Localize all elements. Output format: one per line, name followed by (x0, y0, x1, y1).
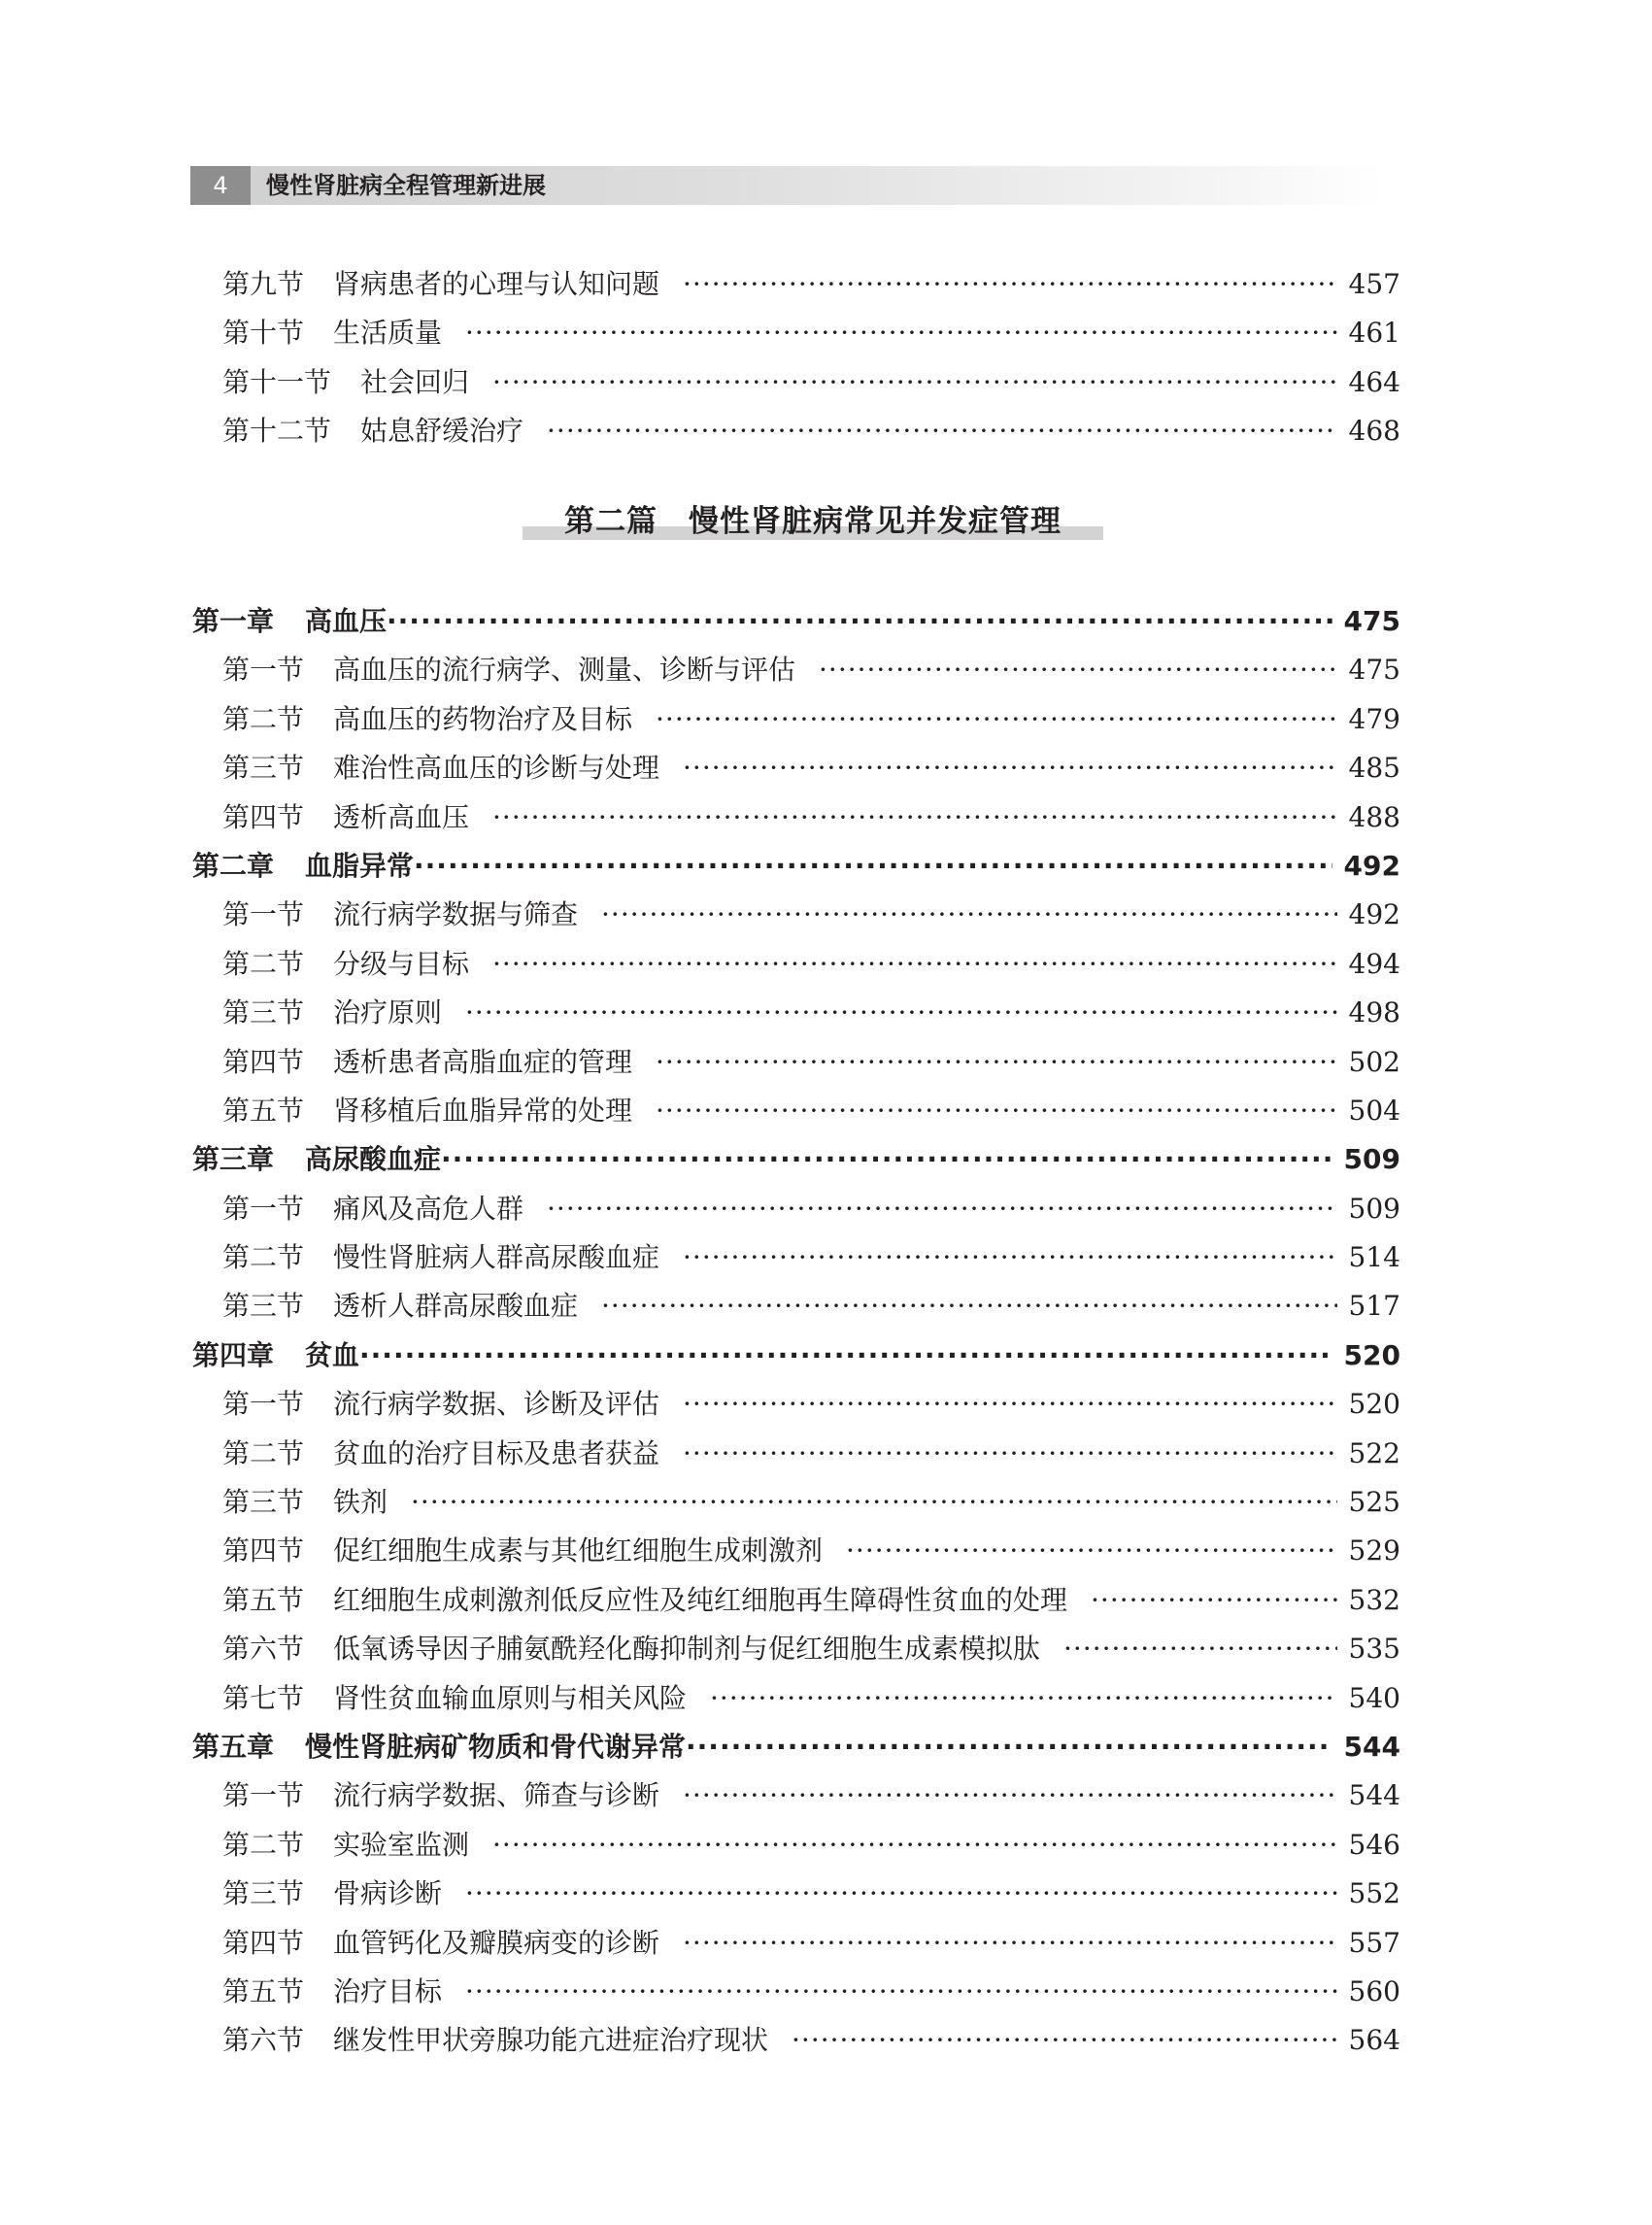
toc-section-entry[interactable] (222, 1919, 1400, 1968)
entry-title: 血管钙化及瓣膜病变的诊断 (333, 1926, 660, 1959)
entry-number: 第九节 (222, 268, 305, 300)
toc-section-entry[interactable] (222, 793, 1400, 842)
dot-leader (710, 1674, 1337, 1723)
entry-title: 红细胞生成刺激剂低反应性及纯红细胞再生障碍性贫血的处理 (333, 1583, 1068, 1616)
toc-section-entry[interactable] (222, 744, 1400, 792)
entry-number: 第五节 (222, 1583, 305, 1616)
dot-leader (683, 1919, 1337, 1968)
toc-section-entry[interactable] (222, 1038, 1400, 1087)
dot-leader (683, 744, 1337, 792)
dot-leader (683, 1771, 1337, 1820)
dot-leader (465, 1870, 1337, 1918)
toc-section-entry[interactable] (222, 1478, 1400, 1527)
entry-page-number: 525 (1348, 1486, 1400, 1519)
entry-page-number: 517 (1348, 1290, 1400, 1323)
entry-title: 透析高血压 (333, 800, 470, 833)
entry-number: 第六节 (222, 2024, 305, 2057)
entry-title: 慢性肾脏病矿物质和骨代谢异常 (305, 1730, 687, 1763)
entry-number: 第三节 (222, 1290, 305, 1323)
entry-page-number: 546 (1348, 1828, 1400, 1861)
entry-number: 第一节 (222, 654, 305, 687)
page-number: 4 (190, 166, 251, 205)
entry-number: 第二节 (222, 1828, 305, 1861)
entry-page-number: 502 (1348, 1045, 1400, 1078)
entry-page-number: 557 (1348, 1926, 1400, 1959)
dot-leader (492, 793, 1337, 842)
entry-title: 社会回归 (360, 365, 470, 398)
entry-title: 肾性贫血输血原则与相关风险 (333, 1681, 688, 1714)
part-heading (523, 495, 1103, 540)
entry-page-number: 552 (1348, 1877, 1400, 1910)
entry-number: 第二节 (222, 947, 305, 980)
entry-page-number: 532 (1348, 1583, 1400, 1616)
entry-title: 分级与目标 (333, 947, 470, 980)
entry-number: 第一节 (222, 1388, 305, 1421)
entry-title: 高血压的流行病学、测量、诊断与评估 (333, 654, 796, 687)
entry-page-number: 535 (1348, 1633, 1400, 1666)
entry-title: 高尿酸血症 (305, 1143, 442, 1176)
entry-title: 促红细胞生成素与其他红细胞生成刺激剂 (333, 1534, 824, 1568)
entry-number: 第三节 (222, 1486, 305, 1519)
entry-title: 铁剂 (333, 1486, 388, 1519)
entry-number: 第二章 (192, 849, 275, 882)
entry-number: 第七节 (222, 1681, 305, 1714)
dot-leader (465, 1968, 1337, 2016)
entry-title: 继发性甲状旁腺功能亢进症治疗现状 (333, 2024, 769, 2057)
entry-page-number: 540 (1348, 1681, 1400, 1714)
toc-section-entry[interactable] (222, 940, 1400, 989)
dot-leader (601, 1282, 1337, 1331)
toc-chapter-entry[interactable] (192, 842, 1400, 891)
entry-title: 姑息舒缓治疗 (360, 415, 524, 448)
toc-section-entry[interactable] (222, 1380, 1400, 1429)
dot-leader (656, 1087, 1337, 1135)
dot-leader (1063, 1625, 1337, 1673)
toc-section-entry[interactable] (222, 1185, 1400, 1233)
entry-title: 流行病学数据与筛查 (333, 898, 579, 931)
entry-number: 第一节 (222, 1192, 305, 1225)
dot-leader (465, 309, 1337, 357)
entry-title: 透析人群高尿酸血症 (333, 1290, 579, 1323)
entry-title: 肾移植后血脂异常的处理 (333, 1094, 633, 1127)
entry-number: 第四节 (222, 1534, 305, 1568)
dot-leader (411, 1478, 1337, 1527)
entry-title: 实验室监测 (333, 1828, 470, 1861)
dot-leader (492, 940, 1337, 989)
entry-page-number: 494 (1348, 947, 1400, 980)
toc-section-entry[interactable] (222, 891, 1400, 939)
entry-page-number: 544 (1348, 1779, 1400, 1812)
toc-section-entry[interactable] (222, 260, 1400, 309)
entry-page-number: 475 (1348, 654, 1400, 687)
entry-page-number: 514 (1348, 1241, 1400, 1274)
entry-title: 贫血 (305, 1338, 360, 1371)
entry-number: 第二节 (222, 1241, 305, 1274)
entry-page-number: 468 (1348, 415, 1400, 448)
toc-section-entry[interactable] (222, 1527, 1400, 1575)
entry-title: 骨病诊断 (333, 1877, 443, 1910)
entry-number: 第三章 (192, 1143, 275, 1176)
entry-page-number: 492 (1348, 898, 1400, 931)
dot-leader (414, 842, 1332, 891)
entry-page-number: 461 (1348, 317, 1400, 350)
entry-number: 第三节 (222, 752, 305, 785)
entry-title: 治疗原则 (333, 996, 443, 1029)
dot-leader (465, 989, 1337, 1037)
dot-leader (601, 891, 1337, 939)
entry-number: 第四节 (222, 1926, 305, 1959)
toc-section-entry[interactable] (222, 646, 1400, 694)
dot-leader (359, 1332, 1332, 1380)
dot-leader (547, 1185, 1337, 1233)
toc-section-entry[interactable] (222, 358, 1400, 407)
entry-page-number: 492 (1343, 849, 1400, 882)
toc-section-entry[interactable] (222, 1282, 1400, 1331)
dot-leader (492, 358, 1337, 407)
toc-section-entry[interactable] (222, 2016, 1400, 2065)
dot-leader (441, 1135, 1332, 1184)
toc-section-entry[interactable] (222, 1771, 1400, 1820)
entry-number: 第一节 (222, 898, 305, 931)
entry-number: 第四章 (192, 1338, 275, 1371)
book-title: 慢性肾脏病全程管理新进展 (266, 172, 546, 199)
toc-section-entry[interactable] (222, 1233, 1400, 1282)
entry-title: 低氧诱导因子脯氨酰羟化酶抑制剂与促红细胞生成素模拟肽 (333, 1633, 1041, 1666)
entry-number: 第六节 (222, 1633, 305, 1666)
entry-page-number: 498 (1348, 996, 1400, 1029)
dot-leader (819, 646, 1337, 694)
entry-title: 流行病学数据、诊断及评估 (333, 1388, 660, 1421)
entry-page-number: 509 (1343, 1143, 1400, 1176)
entry-title: 透析患者高脂血症的管理 (333, 1045, 633, 1078)
entry-number: 第四节 (222, 1045, 305, 1078)
entry-number: 第三节 (222, 996, 305, 1029)
entry-number: 第一节 (222, 1779, 305, 1812)
toc-section-entry[interactable] (222, 1674, 1400, 1723)
toc-continued-list (0, 260, 1652, 456)
dot-leader (683, 1430, 1337, 1478)
dot-leader (387, 597, 1332, 646)
entry-title: 高血压 (305, 605, 388, 637)
entry-title: 肾病患者的心理与认知问题 (333, 268, 660, 300)
entry-number: 第五节 (222, 1974, 305, 2007)
entry-page-number: 457 (1348, 268, 1400, 300)
entry-page-number: 522 (1348, 1436, 1400, 1469)
toc-section-entry[interactable] (222, 309, 1400, 357)
entry-page-number: 560 (1348, 1974, 1400, 2007)
entry-page-number: 464 (1348, 365, 1400, 398)
toc-section-entry[interactable] (222, 1821, 1400, 1870)
dot-leader (686, 1723, 1332, 1771)
toc-section-entry[interactable] (222, 1870, 1400, 1918)
entry-title: 高血压的药物治疗及目标 (333, 702, 633, 735)
toc-chapter-entry[interactable] (192, 1723, 1400, 1771)
entry-page-number: 520 (1348, 1388, 1400, 1421)
toc-section-entry[interactable] (222, 1087, 1400, 1135)
dot-leader (492, 1821, 1337, 1870)
entry-number: 第五章 (192, 1730, 275, 1763)
entry-number: 第十二节 (222, 415, 332, 448)
toc-section-entry[interactable] (222, 989, 1400, 1037)
dot-leader (846, 1527, 1337, 1575)
entry-page-number: 485 (1348, 752, 1400, 785)
toc-chapter-entry[interactable] (192, 597, 1400, 646)
entry-page-number: 488 (1348, 800, 1400, 833)
dot-leader (683, 1233, 1337, 1282)
entry-title: 生活质量 (333, 317, 443, 350)
entry-title: 慢性肾脏病人群高尿酸血症 (333, 1241, 660, 1274)
entry-number: 第十一节 (222, 365, 332, 398)
entry-page-number: 509 (1348, 1192, 1400, 1225)
entry-title: 难治性高血压的诊断与处理 (333, 752, 660, 785)
entry-page-number: 544 (1343, 1730, 1400, 1763)
toc-section-entry[interactable] (222, 1430, 1400, 1478)
entry-number: 第四节 (222, 800, 305, 833)
dot-leader (656, 1038, 1337, 1087)
dot-leader (792, 2016, 1337, 2065)
entry-title: 贫血的治疗目标及患者获益 (333, 1436, 660, 1469)
entry-number: 第二节 (222, 702, 305, 735)
entry-number: 第五节 (222, 1094, 305, 1127)
dot-leader (683, 1380, 1337, 1429)
entry-number: 第三节 (222, 1877, 305, 1910)
running-header (190, 166, 1385, 205)
dot-leader (683, 260, 1337, 309)
dot-leader (1091, 1576, 1337, 1625)
entry-title: 血脂异常 (305, 849, 415, 882)
toc-section-entry[interactable] (222, 407, 1400, 455)
toc-chapter-entry[interactable] (192, 1135, 1400, 1184)
entry-page-number: 529 (1348, 1534, 1400, 1568)
toc-section-entry[interactable] (222, 695, 1400, 744)
entry-page-number: 504 (1348, 1094, 1400, 1127)
toc-section-entry[interactable] (222, 1625, 1400, 1673)
entry-title: 痛风及高危人群 (333, 1192, 524, 1225)
toc-list (0, 597, 1652, 2066)
entry-title: 治疗目标 (333, 1974, 443, 2007)
entry-number: 第二节 (222, 1436, 305, 1469)
entry-page-number: 564 (1348, 2024, 1400, 2057)
part-title: 第二篇 慢性肾脏病常见并发症管理 (564, 503, 1062, 539)
toc-section-entry[interactable] (222, 1576, 1400, 1625)
dot-leader (656, 695, 1337, 744)
dot-leader (547, 407, 1337, 455)
toc-section-entry[interactable] (222, 1968, 1400, 2016)
toc-chapter-entry[interactable] (192, 1332, 1400, 1380)
entry-number: 第十节 (222, 317, 305, 350)
entry-number: 第一章 (192, 605, 275, 637)
entry-title: 流行病学数据、筛查与诊断 (333, 1779, 660, 1812)
entry-page-number: 520 (1343, 1338, 1400, 1371)
entry-page-number: 479 (1348, 702, 1400, 735)
entry-page-number: 475 (1343, 605, 1400, 637)
